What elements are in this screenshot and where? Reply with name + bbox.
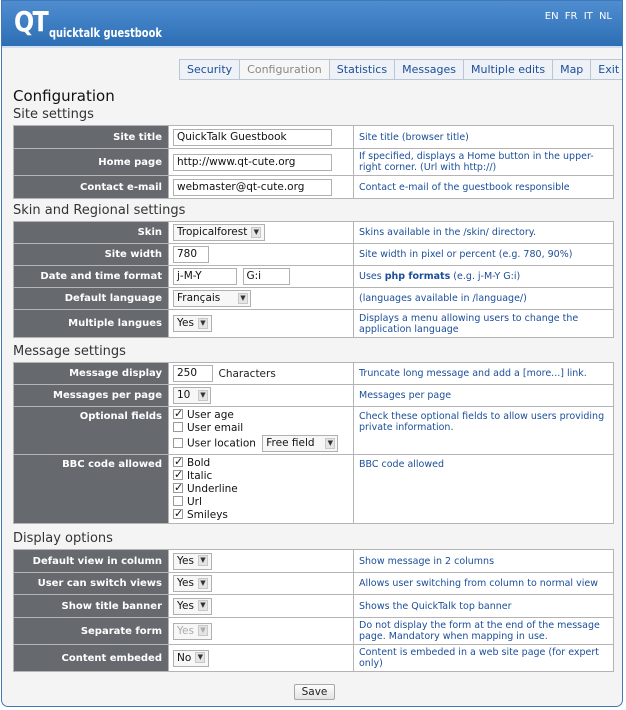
location-type-select[interactable] — [262, 435, 338, 452]
lang-nl[interactable]: NL — [598, 11, 612, 22]
date-format-input[interactable]: j-M-Y — [173, 268, 237, 285]
row-bbc-code — [14, 455, 614, 524]
site-settings-table — [13, 125, 614, 199]
skin-select[interactable] — [173, 224, 265, 241]
home-page-label: Home page — [14, 149, 169, 176]
chevron-down-icon: ▼ — [325, 438, 335, 449]
tab-statistics[interactable]: Statistics — [330, 60, 395, 79]
tab-exit[interactable]: Exit — [591, 60, 623, 79]
row-skin — [14, 222, 614, 244]
row-title-banner — [14, 595, 614, 618]
bbc-smileys-option — [173, 509, 353, 522]
contact-email-input[interactable]: webmaster@qt-cute.org — [173, 179, 332, 196]
row-optional-fields — [14, 407, 614, 455]
default-view-value: Yes — [177, 554, 194, 567]
tab-map[interactable]: Map — [553, 60, 591, 79]
lang-en[interactable]: EN — [544, 11, 559, 22]
chevron-down-icon: ▼ — [198, 318, 208, 329]
language-select[interactable] — [173, 290, 251, 307]
bbc-bold-checkbox[interactable]: ✓ — [174, 455, 184, 468]
language-select-value: Français — [177, 292, 221, 304]
switch-views-desc: Allows user switching from column to normal view — [354, 573, 614, 595]
switch-views-select[interactable] — [173, 575, 212, 592]
bbc-underline-option — [173, 483, 353, 496]
site-width-desc: Site width in pixel or percent (e.g. 780, 90%) — [354, 244, 614, 266]
bbc-url-checkbox[interactable] — [173, 496, 183, 506]
chevron-down-icon: ▼ — [251, 227, 261, 238]
bbc-underline-label: Underline — [187, 483, 238, 495]
home-page-desc: If specified, displays a Home button in the upper-right corner. (Url with http://) — [354, 149, 614, 176]
multiple-langues-select[interactable] — [173, 315, 212, 332]
header-bar — [2, 1, 622, 48]
chevron-down-icon: ▼ — [198, 600, 208, 611]
page-frame — [1, 0, 623, 707]
chevron-down-icon: ▼ — [238, 293, 248, 304]
title-banner-desc: Shows the QuickTalk top banner — [354, 595, 614, 618]
message-display-label: Message display — [14, 363, 169, 385]
bbc-italic-checkbox[interactable]: ✓ — [174, 468, 184, 481]
date-time-desc — [354, 266, 614, 288]
row-default-language — [14, 288, 614, 310]
row-default-view — [14, 550, 614, 573]
tab-security[interactable]: Security — [180, 60, 240, 79]
multiple-langues-value: Yes — [177, 317, 194, 329]
optional-fields-label: Optional fields — [14, 407, 169, 455]
bbc-bold-option — [173, 457, 353, 470]
user-age-option — [173, 409, 353, 422]
title-banner-label: Show title banner — [14, 595, 169, 618]
chevron-down-icon: ▼ — [198, 390, 208, 401]
site-title-input[interactable]: QuickTalk Guestbook — [173, 129, 332, 146]
message-display-input[interactable]: 250 — [173, 365, 213, 382]
time-format-input[interactable]: G:i — [243, 268, 290, 285]
row-separate-form — [14, 618, 614, 645]
save-button[interactable]: Save — [294, 684, 335, 700]
section-display-options: Display options — [13, 531, 113, 546]
logo-text: quicktalk guestbook — [49, 26, 162, 40]
section-site-settings: Site settings — [13, 107, 94, 122]
site-width-label: Site width — [14, 244, 169, 266]
user-email-option — [173, 422, 353, 435]
site-width-input[interactable]: 780 — [173, 246, 209, 263]
default-language-desc: (languages available in /language/) — [354, 288, 614, 310]
user-age-label: User age — [187, 409, 234, 421]
tab-multiple-edits[interactable]: Multiple edits — [464, 60, 553, 79]
skin-settings-table — [13, 221, 614, 338]
content-embeded-desc: Content is embeded in a web site page (for expert only) — [354, 645, 614, 672]
row-contact-email — [14, 176, 614, 199]
messages-per-page-desc: Messages per page — [354, 385, 614, 407]
user-location-option — [173, 435, 353, 452]
php-formats-link[interactable]: php formats — [384, 271, 451, 282]
bbc-underline-checkbox[interactable]: ✓ — [174, 481, 184, 494]
title-banner-value: Yes — [177, 599, 194, 612]
tab-configuration[interactable]: Configuration — [240, 60, 330, 79]
user-age-checkbox[interactable]: ✓ — [174, 407, 184, 420]
lang-it[interactable]: IT — [583, 11, 593, 22]
row-site-width — [14, 244, 614, 266]
row-content-embeded — [14, 645, 614, 672]
row-switch-views — [14, 573, 614, 595]
bbc-code-desc: BBC code allowed — [354, 455, 614, 524]
content-embeded-select[interactable] — [173, 650, 209, 667]
message-display-desc: Truncate long message and add a [more...] link. — [354, 363, 614, 385]
chevron-down-icon: ▼ — [198, 578, 208, 589]
separate-form-label: Separate form — [14, 618, 169, 645]
messages-per-page-select[interactable] — [173, 387, 211, 404]
row-site-title — [14, 126, 614, 149]
row-home-page — [14, 149, 614, 176]
bbc-code-label: BBC code allowed — [14, 455, 169, 524]
language-switcher — [542, 11, 612, 22]
site-title-label: Site title — [14, 126, 169, 149]
bbc-italic-label: Italic — [187, 470, 213, 482]
content-embeded-value: No — [177, 651, 192, 664]
default-view-select[interactable] — [173, 553, 212, 570]
user-location-checkbox[interactable] — [173, 438, 183, 448]
contact-email-desc: Contact e-mail of the guestbook responsible — [354, 176, 614, 199]
section-skin-settings: Skin and Regional settings — [13, 203, 186, 218]
chevron-down-icon: ▼ — [198, 625, 208, 636]
user-email-label: User email — [187, 422, 244, 434]
section-message-settings: Message settings — [13, 344, 126, 359]
admin-tabs — [179, 59, 623, 80]
bbc-url-option — [173, 496, 353, 509]
separate-form-desc: Do not display the form at the end of the message page. Mandatory when mapping in use. — [354, 618, 614, 645]
row-date-time-format — [14, 266, 614, 288]
bbc-smileys-checkbox[interactable]: ✓ — [174, 507, 184, 520]
multiple-langues-label: Multiple langues — [14, 310, 169, 338]
default-language-label: Default language — [14, 288, 169, 310]
contact-email-label: Contact e-mail — [14, 176, 169, 199]
chevron-down-icon: ▼ — [198, 555, 208, 566]
row-messages-per-page — [14, 385, 614, 407]
lang-fr[interactable]: FR — [564, 11, 578, 22]
date-time-desc-pre: Uses — [359, 271, 385, 282]
switch-views-label: User can switch views — [14, 573, 169, 595]
user-email-checkbox[interactable] — [173, 422, 183, 432]
characters-unit: Characters — [218, 367, 276, 380]
default-view-label: Default view in column — [14, 550, 169, 573]
display-options-table — [13, 549, 614, 672]
switch-views-value: Yes — [177, 577, 194, 589]
page-title: Configuration — [13, 87, 115, 105]
skin-label: Skin — [14, 222, 169, 244]
message-settings-table — [13, 362, 614, 524]
home-page-input[interactable]: http://www.qt-cute.org — [173, 154, 332, 171]
bbc-url-label: Url — [187, 496, 202, 508]
bbc-italic-option — [173, 470, 353, 483]
bbc-bold-label: Bold — [187, 457, 211, 469]
content-embeded-label: Content embeded — [14, 645, 169, 672]
user-location-label: User location — [187, 437, 256, 450]
messages-per-page-value: 10 — [177, 389, 191, 401]
messages-per-page-label: Messages per page — [14, 385, 169, 407]
date-time-label: Date and time format — [14, 266, 169, 288]
optional-fields-desc: Check these optional fields to allow users providing private information. — [354, 407, 614, 455]
bbc-smileys-label: Smileys — [187, 509, 228, 521]
multiple-langues-desc: Displays a menu allowing users to change the application language — [354, 310, 614, 338]
separate-form-value: Yes — [177, 624, 194, 637]
default-view-desc: Show message in 2 columns — [354, 550, 614, 573]
location-type-value: Free field — [266, 437, 315, 449]
tab-messages[interactable]: Messages — [395, 60, 464, 79]
skin-desc: Skins available in the /skin/ directory. — [354, 222, 614, 244]
date-time-desc-post: (e.g. j-M-Y G:i) — [450, 271, 521, 282]
title-banner-select[interactable] — [173, 598, 212, 615]
row-multiple-langues — [14, 310, 614, 338]
row-message-display — [14, 363, 614, 385]
logo-mark[interactable]: QT — [14, 5, 48, 38]
site-title-desc: Site title (browser title) — [354, 126, 614, 149]
chevron-down-icon: ▼ — [195, 652, 205, 663]
separate-form-select[interactable] — [173, 623, 212, 640]
skin-select-value: Tropicalforest — [177, 226, 248, 238]
